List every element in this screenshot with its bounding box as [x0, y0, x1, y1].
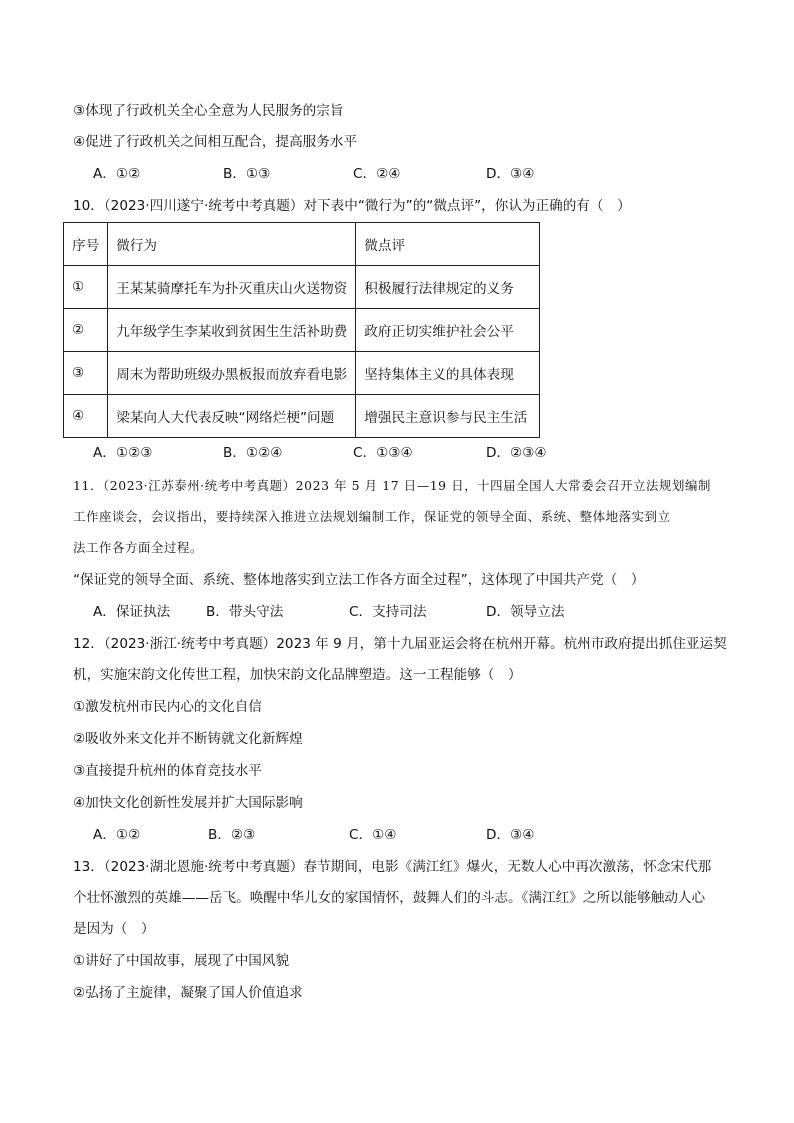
table-cell: ②	[64, 309, 108, 352]
q12-statement-4: ④加快文化创新性发展并扩大国际影响	[73, 795, 303, 811]
table-cell: ③	[64, 352, 108, 395]
q12-stem-line1: 12．（2023·浙江·统考中考真题）2023 年 9 月，第十九届亚运会将在杭州开幕。杭州市政府提出抓住亚运契	[73, 636, 727, 652]
header-cell: 序号	[64, 223, 108, 266]
option-b[interactable]: B．①③	[223, 166, 271, 182]
table-cell: 梁某向人大代表反映“网络烂梗”问题	[108, 395, 356, 438]
q11-question: “保证党的领导全面、系统、整体地落实到立法工作各方面全过程”，这体现了中国共产党（ ）	[73, 572, 645, 588]
table-row	[64, 309, 540, 352]
q11-stem-line1: 11．（2023·江苏泰州·统考中考真题）2023 年 5 月 17 日—19 日，十四届全国人大常委会召开立法规划编制	[73, 478, 712, 493]
table-cell: ④	[64, 395, 108, 438]
table-cell: 王某某骑摩托车为扑灭重庆山火送物资	[108, 266, 356, 309]
option-a[interactable]: A．①②③	[93, 445, 153, 461]
table-cell: 政府正切实维护社会公平	[356, 309, 540, 352]
option-c[interactable]: C．②④	[353, 166, 401, 182]
q13-statement-2: ②弘扬了主旋律，凝聚了国人价值追求	[73, 985, 303, 1001]
option-c[interactable]: C．支持司法	[349, 604, 427, 620]
q11-options	[93, 602, 733, 622]
option-d[interactable]: D．③④	[486, 166, 535, 182]
header-cell: 微行为	[108, 223, 356, 266]
table-cell: 周末为帮助班级办黑板报而放弃看电影	[108, 352, 356, 395]
q9-options	[93, 164, 733, 184]
q12-statement-3: ③直接提升杭州的体育竞技水平	[73, 763, 262, 779]
q12-options	[93, 825, 733, 845]
table-cell: 九年级学生李某收到贫困生生活补助费	[108, 309, 356, 352]
statement-4: ④促进了行政机关之间相互配合，提高服务水平	[73, 134, 358, 150]
q13-stem-line3: 是因为（ ）	[73, 921, 155, 937]
q13-stem-line1: 13．（2023·湖北恩施·统考中考真题）春节期间，电影《满江红》爆火，无数人心中再次激荡，怀念宋代那	[73, 859, 712, 875]
q13-statement-1: ①讲好了中国故事，展现了中国风貌	[73, 953, 290, 969]
option-a[interactable]: A．①②	[93, 827, 141, 843]
table-row	[64, 395, 540, 438]
q11-stem-line2: 工作座谈会，会议指出，要持续深入推进立法规划编制工作，保证党的领导全面、系统、整体地落实到立	[73, 509, 671, 524]
q12-stem-line2: 机，实施宋韵文化传世工程，加快宋韵文化品牌塑造。这一工程能够（ ）	[73, 667, 522, 683]
q12-statement-1: ①激发杭州市民内心的文化自信	[73, 699, 262, 715]
behavior-table	[63, 222, 540, 438]
option-b[interactable]: B．带头守法	[206, 604, 284, 620]
q13-stem-line2: 个壮怀激烈的英雄——岳飞。唤醒中华儿女的家国情怀，鼓舞人们的斗志。《满江红》之所以能够触动人心	[73, 890, 706, 906]
q12-statement-2: ②吸收外来文化并不断铸就文化新辉煌	[73, 731, 303, 747]
option-d[interactable]: D．领导立法	[486, 604, 565, 620]
option-c[interactable]: C．①③④	[353, 445, 413, 461]
option-c[interactable]: C．①④	[349, 827, 397, 843]
option-d[interactable]: D．②③④	[486, 445, 547, 461]
table-row	[64, 266, 540, 309]
option-a[interactable]: A．①②	[93, 166, 141, 182]
header-cell: 微点评	[356, 223, 540, 266]
table-row	[64, 352, 540, 395]
option-b[interactable]: B．①②④	[223, 445, 283, 461]
option-b[interactable]: B．②③	[208, 827, 256, 843]
table-cell: 积极履行法律规定的义务	[356, 266, 540, 309]
table-cell: 增强民主意识参与民主生活	[356, 395, 540, 438]
option-d[interactable]: D．③④	[486, 827, 535, 843]
table-cell: 坚持集体主义的具体表现	[356, 352, 540, 395]
table-cell: ①	[64, 266, 108, 309]
statement-3: ③体现了行政机关全心全意为人民服务的宗旨	[73, 103, 344, 119]
q10-options	[93, 443, 733, 463]
option-a[interactable]: A．保证执法	[93, 604, 171, 620]
table-header-row	[64, 223, 540, 266]
q10-stem: 10．（2023·四川遂宁·统考中考真题）对下表中“微行为”的“微点评”，你认为正确的有（ ）	[73, 198, 631, 214]
q11-stem-line3: 法工作各方面全过程。	[73, 540, 203, 555]
